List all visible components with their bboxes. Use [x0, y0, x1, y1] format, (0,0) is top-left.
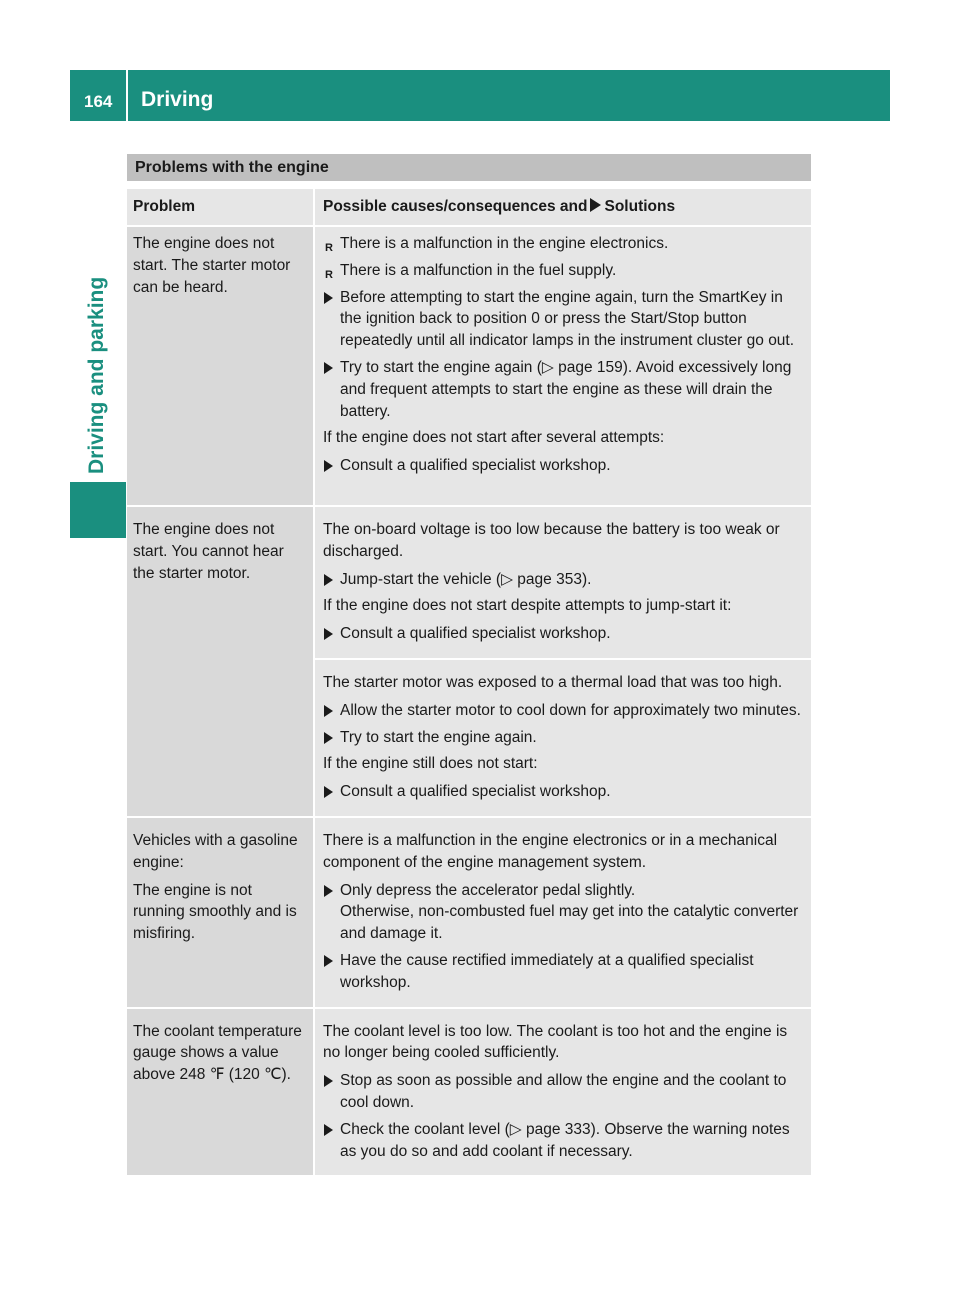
action-arrow-icon	[324, 732, 333, 744]
problem-text: The engine is not running smoothly and is misfiring.	[133, 881, 297, 943]
header-problem: Problem	[127, 189, 313, 225]
header-causes-label: Possible causes/consequences and	[323, 198, 588, 215]
action-item: Jump-start the vehicle (▷ page 353).	[323, 569, 803, 591]
action-arrow-icon	[324, 1075, 333, 1087]
action-arrow-icon	[324, 705, 333, 717]
problem-text: Vehicles with a gasoline engine:	[133, 831, 298, 871]
action-arrow-icon	[324, 885, 333, 897]
section-title: Problems with the engine	[127, 154, 811, 181]
side-tab-marker	[70, 482, 126, 538]
page-number: 164	[84, 92, 113, 111]
problem-cell	[127, 818, 313, 1007]
problem-cell	[127, 1009, 313, 1176]
action-item: Consult a qualified specialist workshop.	[323, 455, 803, 477]
problem-cell	[127, 507, 313, 816]
note-text: If the engine still does not start:	[323, 755, 538, 773]
action-item: Consult a qualified specialist workshop.	[323, 781, 803, 803]
side-tab-label: Driving and parking	[85, 276, 108, 474]
action-arrow-icon	[324, 628, 333, 640]
table-row	[127, 227, 811, 505]
note-text: If the engine does not start despite attempts to jump-start it:	[323, 597, 732, 615]
problem-text: The engine does not start. You cannot hear the starter motor.	[133, 521, 284, 582]
table-row	[127, 1009, 811, 1176]
solution-cell	[315, 507, 811, 816]
action-item: Allow the starter motor to cool down for approximately two minutes.	[323, 700, 803, 722]
cause-text: There is a malfunction in the engine electronics or in a mechanical component of the engine management system.	[323, 831, 778, 871]
cause-text: The on-board voltage is too low because the battery is too weak or discharged.	[323, 521, 780, 560]
list-item: R There is a malfunction in the fuel supply.	[323, 260, 803, 282]
action-arrow-icon	[324, 292, 333, 304]
table-row	[127, 818, 811, 1007]
action-item: Consult a qualified specialist workshop.	[323, 623, 803, 645]
header-solutions	[315, 189, 811, 225]
cause-text: The coolant level is too low. The coolant is too hot and the engine is no longer being cooled sufficiently.	[323, 1022, 788, 1062]
chapter-title: Driving	[141, 88, 214, 111]
solution-cell	[315, 227, 811, 505]
note-text: If the engine does not start after several attempts:	[323, 429, 665, 447]
action-arrow-icon	[324, 574, 333, 586]
cause-block	[315, 660, 811, 816]
cause-block	[315, 507, 811, 658]
action-item: Check the coolant level (▷ page 333). Observe the warning notes as you do so and add coolant if necessary.	[323, 1119, 803, 1163]
list-item: R There is a malfunction in the engine electronics.	[323, 233, 803, 255]
action-item: Only depress the accelerator pedal slightly. Otherwise, non-combusted fuel may get into the catalytic converter and damage it.	[323, 880, 803, 945]
action-arrow-icon	[324, 460, 333, 472]
problem-cell	[127, 227, 313, 505]
action-item: Stop as soon as possible and allow the engine and the coolant to cool down.	[323, 1070, 803, 1114]
bullet-icon: R	[325, 242, 333, 254]
action-item: Try to start the engine again (▷ page 159). Avoid excessively long and frequent attempts to start the engine as these will drain the battery.	[323, 357, 803, 422]
problems-table	[127, 189, 811, 1175]
action-arrow-icon	[324, 786, 333, 798]
problem-text: The coolant temperature gauge shows a value above 248 ℉ (120 ℃).	[133, 1022, 302, 1084]
table-row	[127, 507, 811, 816]
cause-text: The starter motor was exposed to a thermal load that was too high.	[323, 673, 783, 691]
header-solutions-label: Solutions	[604, 198, 676, 215]
action-arrow-icon	[324, 362, 333, 374]
action-arrow-icon	[324, 1124, 333, 1136]
solution-cell	[315, 1009, 811, 1176]
bullet-icon: R	[325, 268, 333, 281]
solution-cell	[315, 818, 811, 1007]
action-item: Have the cause rectified immediately at a qualified specialist workshop.	[323, 950, 803, 994]
problem-text: The engine does not start. The starter motor can be heard.	[133, 235, 291, 296]
action-item: Try to start the engine again.	[323, 727, 803, 749]
action-item: Before attempting to start the engine again, turn the SmartKey in the ignition back to position 0 or press the Start/Stop button repeatedly until all indicator lamps in the instrument cluster go out.	[323, 287, 803, 352]
action-arrow-icon	[324, 955, 333, 967]
action-arrow-icon	[590, 198, 601, 212]
action-detail: Otherwise, non-combusted fuel may get into the catalytic converter and damage it.	[340, 903, 799, 943]
header-divider	[126, 70, 128, 121]
table-header-row	[127, 189, 811, 225]
